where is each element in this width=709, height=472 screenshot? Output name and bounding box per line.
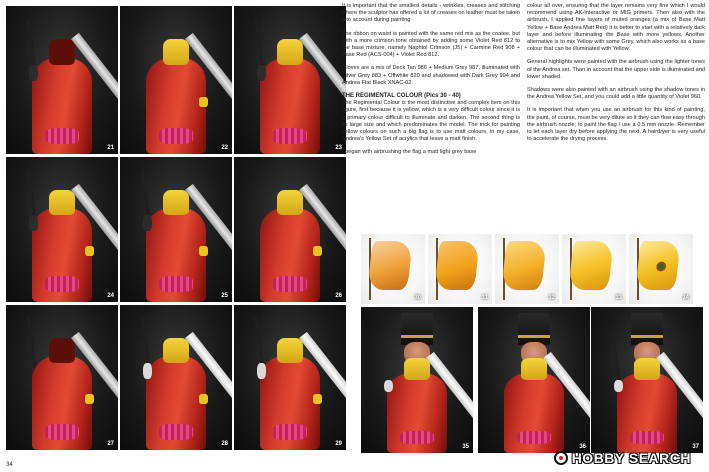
- bust-figure: [140, 24, 212, 154]
- photo-number: 27: [107, 441, 114, 447]
- bust-figure: [140, 174, 212, 302]
- photo-29: [234, 305, 346, 450]
- bust-figure: [26, 24, 98, 154]
- photo-number: 21: [107, 145, 114, 151]
- photo-35: [361, 307, 473, 453]
- paragraph: colour all over, ensuring that the layer remains very fine which I would recommend using AK-Interactive or MIG primers. Then also with the airbrush, I applied fine layers of muted oranges (a mix of Base Matt Yellow + Base Andrea Matt Red) it is better to start with a relatively dark layer and before illuminating the Base with more yellows. Another alternative is to mix Yellow with some Grey, which also works as a base colour that can be illuminated with Yellow.: [527, 3, 705, 53]
- photo-number: 31: [481, 295, 488, 301]
- bust-figure: [254, 24, 326, 154]
- photo-number: 37: [692, 444, 699, 450]
- shako-hat: [518, 313, 549, 345]
- paragraph: Gloves are a mix of Deck Tan 986 + Medium Grey 987, illuminated with Silver Grey 883 + Offwhite 820 and shadowed with Dark Grey 994 and Andrea Flat Black XNAC-02.: [342, 65, 520, 86]
- bust-figure: [26, 174, 98, 302]
- photo-36: [478, 307, 590, 453]
- photo-number: 33: [615, 295, 622, 301]
- photo-number: 30: [414, 295, 421, 301]
- flag-shape: [568, 241, 613, 290]
- paragraph: The ribbon on waist is painted with the same red mix as the coatee, but with a more crimson tone obtained by adding some Violet Red 812 to the base mixture, namely Naphtol Crimson (J5) + Carmine Red 908 + Base Red (ACS-004) + Violet Red 812.: [342, 30, 520, 59]
- bust-figure: [254, 322, 326, 450]
- flag-photo-34: [629, 234, 693, 304]
- bust-figure: [498, 345, 570, 453]
- photo-number: 34: [682, 295, 689, 301]
- watermark-text: HOBBY SEARCH: [571, 450, 691, 466]
- photo-22: [120, 6, 232, 154]
- paragraph: The Regimental Colour is the most distinctive and complex item on this figure, first because it is yellow, which is a very difficult colour since it is a primary colour difficult to illuminate and darken. The second thing is its large size and which predominates the model. The trick for painting yellow colours on such a big flag is to use matt colours, in my case, Andrea's Yellow Set of acrylics that leave a matt finish.: [342, 100, 520, 143]
- flag-photo-32: [495, 234, 559, 304]
- flag-shape: [501, 241, 546, 290]
- bust-figure: [381, 345, 453, 453]
- bust-figure: [254, 174, 326, 302]
- flag-photo-30: [361, 234, 425, 304]
- photo-21: [6, 6, 118, 154]
- shako-hat: [401, 313, 432, 345]
- flag-shape: [367, 241, 412, 290]
- photo-24: [6, 157, 118, 302]
- text-column-left: [342, 3, 520, 163]
- photo-27: [6, 305, 118, 450]
- flag-photo-31: [428, 234, 492, 304]
- photo-number: 36: [579, 444, 586, 450]
- paragraph: It is important that when you use an airbrush for this kind of painting, the paint, of course, must be very dilute so it they can flow easy through the airbrush nozzle; to paint the flag I use a 0.5 mm nozzle. Remember to let each layer dry before applying the next. A hairdryer is very useful to accelerate the drying process.: [527, 107, 705, 143]
- photo-number: 35: [462, 444, 469, 450]
- flag-shape: [635, 241, 680, 290]
- photo-number: 22: [221, 145, 228, 151]
- hobby-search-logo-icon: [554, 451, 568, 465]
- photo-number: 23: [335, 145, 342, 151]
- shako-hat: [631, 313, 662, 345]
- photo-28: [120, 305, 232, 450]
- bust-figure: [611, 345, 683, 453]
- photo-number: 29: [335, 441, 342, 447]
- page-number: 34: [6, 462, 13, 468]
- bust-figure: [26, 322, 98, 450]
- bust-figure: [140, 322, 212, 450]
- hobby-search-watermark: [554, 450, 691, 466]
- section-heading: THE REGIMENTAL COLOUR (Pics 30 - 40): [342, 93, 461, 100]
- photo-number: 25: [221, 293, 228, 299]
- paragraph: Shadows were also painted with an airbrush using the shadow tones in the Andrea Yellow Set, and you could add a little quantity of Violet 960.: [527, 87, 705, 101]
- photo-number: 26: [335, 293, 342, 299]
- photo-number: 24: [107, 293, 114, 299]
- paragraph: I began with airbrushing the flag a matt light grey base: [342, 149, 477, 156]
- paragraph: It is important that the smallest details - wrinkles, creases and stitching where the sculptor has offered a lot of creases on leather must be taken into account during painting: [342, 3, 520, 24]
- photo-25: [120, 157, 232, 302]
- flag-photo-33: [562, 234, 626, 304]
- photo-23: [234, 6, 346, 154]
- photo-37: [591, 307, 703, 453]
- photo-26: [234, 157, 346, 302]
- photo-number: 32: [548, 295, 555, 301]
- text-column-right: [527, 3, 705, 149]
- paragraph: General highlights were painted with the airbrush using the lighter tones of the Andrea set. Than in account that the upper side is illuminated and lower shaded.: [527, 59, 705, 80]
- photo-number: 28: [221, 441, 228, 447]
- flag-shape: [434, 241, 479, 290]
